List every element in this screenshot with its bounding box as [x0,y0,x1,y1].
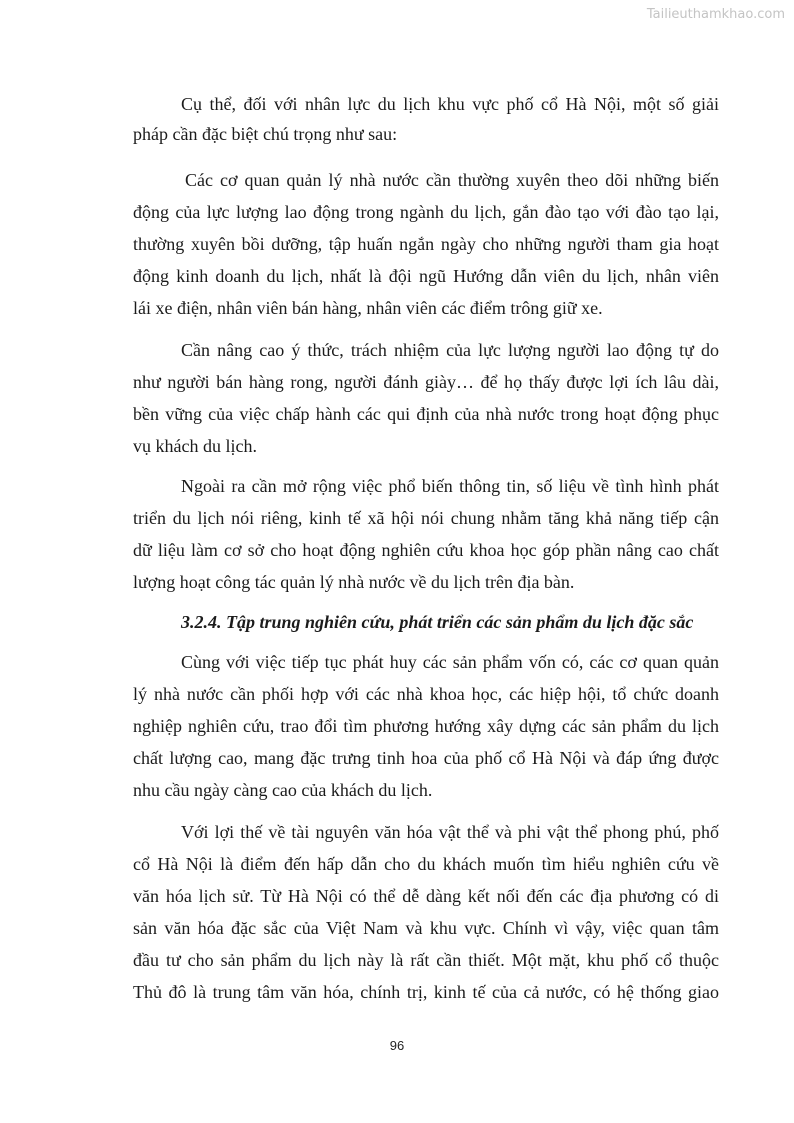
paragraph-line: Cần nâng cao ý thức, trách nhiệm của lực lượng người lao động tự do [181,340,719,360]
paragraph-line: cổ Hà Nội là điểm đến hấp dẫn cho du khách muốn tìm hiểu nghiên cứu về [133,854,719,874]
paragraph-line: chất lượng cao, mang đặc trưng tinh hoa của phố cổ Hà Nội và đáp ứng được [133,748,719,768]
paragraph-line: lượng hoạt công tác quản lý nhà nước về du lịch trên địa bàn. [133,572,575,592]
paragraph-line: pháp cần đặc biệt chú trọng như sau: [133,124,398,144]
paragraph-line: Với lợi thế về tài nguyên văn hóa vật thể và phi vật thể phong phú, phố [181,822,719,842]
paragraph-line: nhu cầu ngày càng cao của khách du lịch. [133,780,433,800]
paragraph-line: động của lực lượng lao động trong ngành du lịch, gắn đào tạo với đào tạo lại, [133,202,719,222]
watermark: Tailieuthamkhao.com [646,7,785,22]
paragraph-line: lý nhà nước cần phối hợp với các nhà khoa học, các hiệp hội, tổ chức doanh [133,684,719,704]
paragraph-line: sản văn hóa đặc sắc của Việt Nam và khu vực. Chính vì vậy, việc quan tâm [133,918,719,938]
paragraph-line: lái xe điện, nhân viên bán hàng, nhân viên các điểm trông giữ xe. [133,298,603,318]
paragraph-line: Ngoài ra cần mở rộng việc phổ biến thông tin, số liệu về tình hình phát [181,476,719,496]
paragraph-line: dữ liệu làm cơ sở cho hoạt động nghiên cứu khoa học góp phần nâng cao chất [133,540,719,560]
paragraph-line: Các cơ quan quản lý nhà nước cần thường xuyên theo dõi những biến [185,170,719,190]
paragraph-line: nghiệp nghiên cứu, trao đổi tìm phương hướng xây dựng các sản phẩm du lịch [133,716,719,736]
paragraph-line: như người bán hàng rong, người đánh giày… để họ thấy được lợi ích lâu dài, [133,372,719,392]
paragraph-line: Thủ đô là trung tâm văn hóa, chính trị, kinh tế của cả nước, có hệ thống giao [133,982,719,1002]
paragraph-line: vụ khách du lịch. [133,436,257,456]
paragraph-line: động kinh doanh du lịch, nhất là đội ngũ Hướng dẫn viên du lịch, nhân viên [133,266,719,286]
paragraph-line: đầu tư cho sản phẩm du lịch này là rất cần thiết. Một mặt, khu phố cổ thuộc [133,950,719,970]
paragraph-line: bền vững của việc chấp hành các qui định của nhà nước trong hoạt động phục [133,404,719,424]
paragraph-line: triển du lịch nói riêng, kinh tế xã hội nói chung nhằm tăng khả năng tiếp cận [133,508,719,528]
paragraph-line: Cụ thể, đối với nhân lực du lịch khu vực phố cổ Hà Nội, một số giải [181,94,719,114]
section-heading: 3.2.4. Tập trung nghiên cứu, phát triển các sản phẩm du lịch đặc sắc [181,612,694,632]
paragraph-line: thường xuyên bồi dưỡng, tập huấn ngắn ngày cho những người tham gia hoạt [133,234,719,254]
paragraph-line: Cùng với việc tiếp tục phát huy các sản phẩm vốn có, các cơ quan quản [181,652,719,672]
page-number: 96 [389,1038,405,1053]
paragraph-line: văn hóa lịch sử. Từ Hà Nội có thể dễ dàng kết nối đến các địa phương có di [133,886,719,906]
